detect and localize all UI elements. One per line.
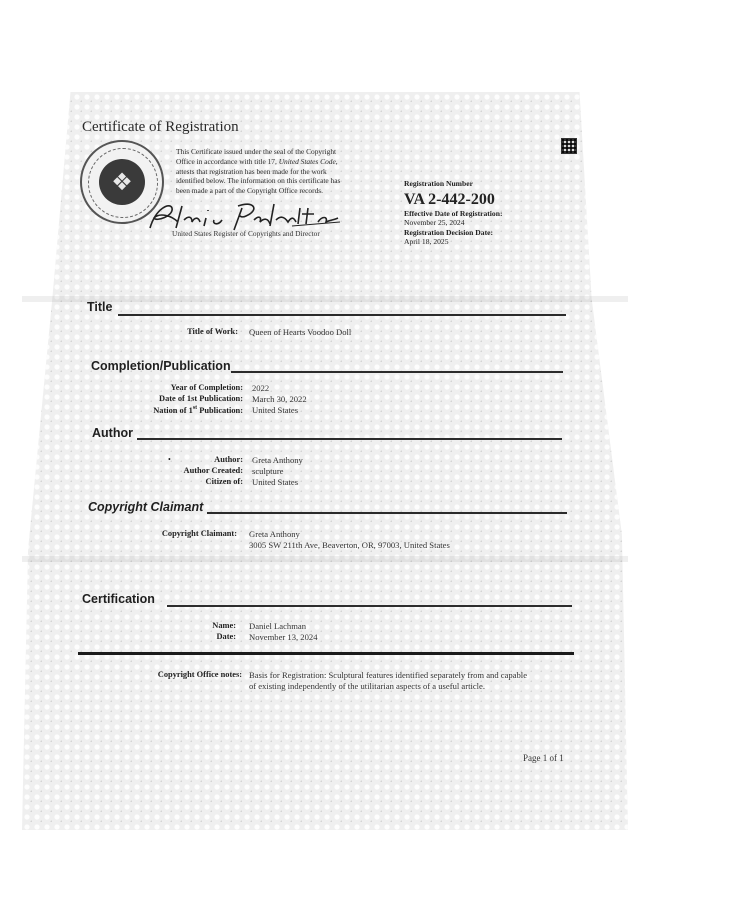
office-notes-label: Copyright Office notes: bbox=[157, 670, 242, 679]
copyright-claimant-label: Copyright Claimant: bbox=[161, 529, 237, 538]
section-rule bbox=[137, 438, 562, 440]
claimant-address: 3005 SW 211th Ave, Beaverton, OR, 97003, United States bbox=[249, 540, 450, 550]
certification-date: November 13, 2024 bbox=[249, 632, 318, 642]
registration-number: VA 2-442-200 bbox=[404, 190, 495, 208]
section-heading-author: Author bbox=[92, 426, 133, 440]
bullet-icon: • bbox=[168, 455, 171, 464]
decision-date: April 18, 2025 bbox=[404, 237, 449, 246]
year-of-completion-label: Year of Completion: bbox=[170, 383, 243, 392]
section-heading-certification: Certification bbox=[82, 592, 155, 606]
title-of-work-label: Title of Work: bbox=[187, 327, 238, 336]
section-rule bbox=[118, 314, 566, 316]
section-rule bbox=[231, 371, 563, 373]
certification-name: Daniel Lachman bbox=[249, 621, 307, 631]
copyright-office-seal-icon: ❖ bbox=[80, 140, 164, 224]
paper-fold bbox=[22, 556, 628, 562]
certification-date-label: Date: bbox=[216, 632, 236, 641]
section-divider bbox=[78, 652, 574, 655]
signatory-title: United States Register of Copyrights and Director bbox=[172, 229, 320, 238]
author-label: Author: bbox=[214, 455, 243, 464]
author-name: Greta Anthony bbox=[252, 455, 303, 465]
citizen-of: United States bbox=[252, 477, 299, 487]
citizen-of-label: Citizen of: bbox=[205, 477, 243, 486]
register-signature bbox=[142, 198, 342, 232]
registration-info bbox=[404, 179, 502, 247]
section-heading-claimant: Copyright Claimant bbox=[88, 500, 204, 514]
first-publication-date: March 30, 2022 bbox=[252, 394, 307, 404]
office-notes-line1: Basis for Registration: Sculptural features identified separately from and capable bbox=[249, 670, 528, 680]
first-publication-label: Date of 1st Publication: bbox=[159, 394, 243, 403]
certificate-intro: This Certificate issued under the seal of the Copyright Office in accordance with title 17, United States Code, attests that registration has been made for the work identified below. The information on this certificate has been made a part of the Copyright Office records. bbox=[176, 147, 341, 196]
certification-name-label: Name: bbox=[212, 621, 236, 630]
paper-fold bbox=[22, 296, 628, 302]
certificate-title: Certificate of Registration bbox=[82, 119, 239, 135]
title-of-work: Queen of Hearts Voodoo Doll bbox=[249, 327, 352, 337]
author-created: sculpture bbox=[252, 466, 284, 476]
office-notes-line2: of existing independently of the utilitarian aspects of a useful article. bbox=[249, 681, 486, 691]
effective-date: November 25, 2024 bbox=[404, 218, 465, 227]
qr-code-icon bbox=[561, 138, 577, 154]
section-heading-title: Title bbox=[87, 300, 113, 314]
year-of-completion: 2022 bbox=[252, 383, 270, 393]
nation-of-publication: United States bbox=[252, 405, 299, 415]
section-rule bbox=[207, 512, 567, 514]
section-rule bbox=[167, 605, 572, 607]
nation-of-publication-label: Nation of 1st Publication: bbox=[153, 405, 243, 415]
section-heading-completion: Completion/Publication bbox=[91, 359, 231, 373]
author-created-label: Author Created: bbox=[183, 466, 243, 475]
decision-date-label: Registration Decision Date: bbox=[404, 227, 493, 237]
registration-number-label: Registration Number bbox=[404, 179, 473, 188]
effective-date-label: Effective Date of Registration: bbox=[404, 208, 503, 218]
claimant-name: Greta Anthony bbox=[249, 529, 300, 539]
page-number: Page 1 of 1 bbox=[523, 753, 564, 763]
